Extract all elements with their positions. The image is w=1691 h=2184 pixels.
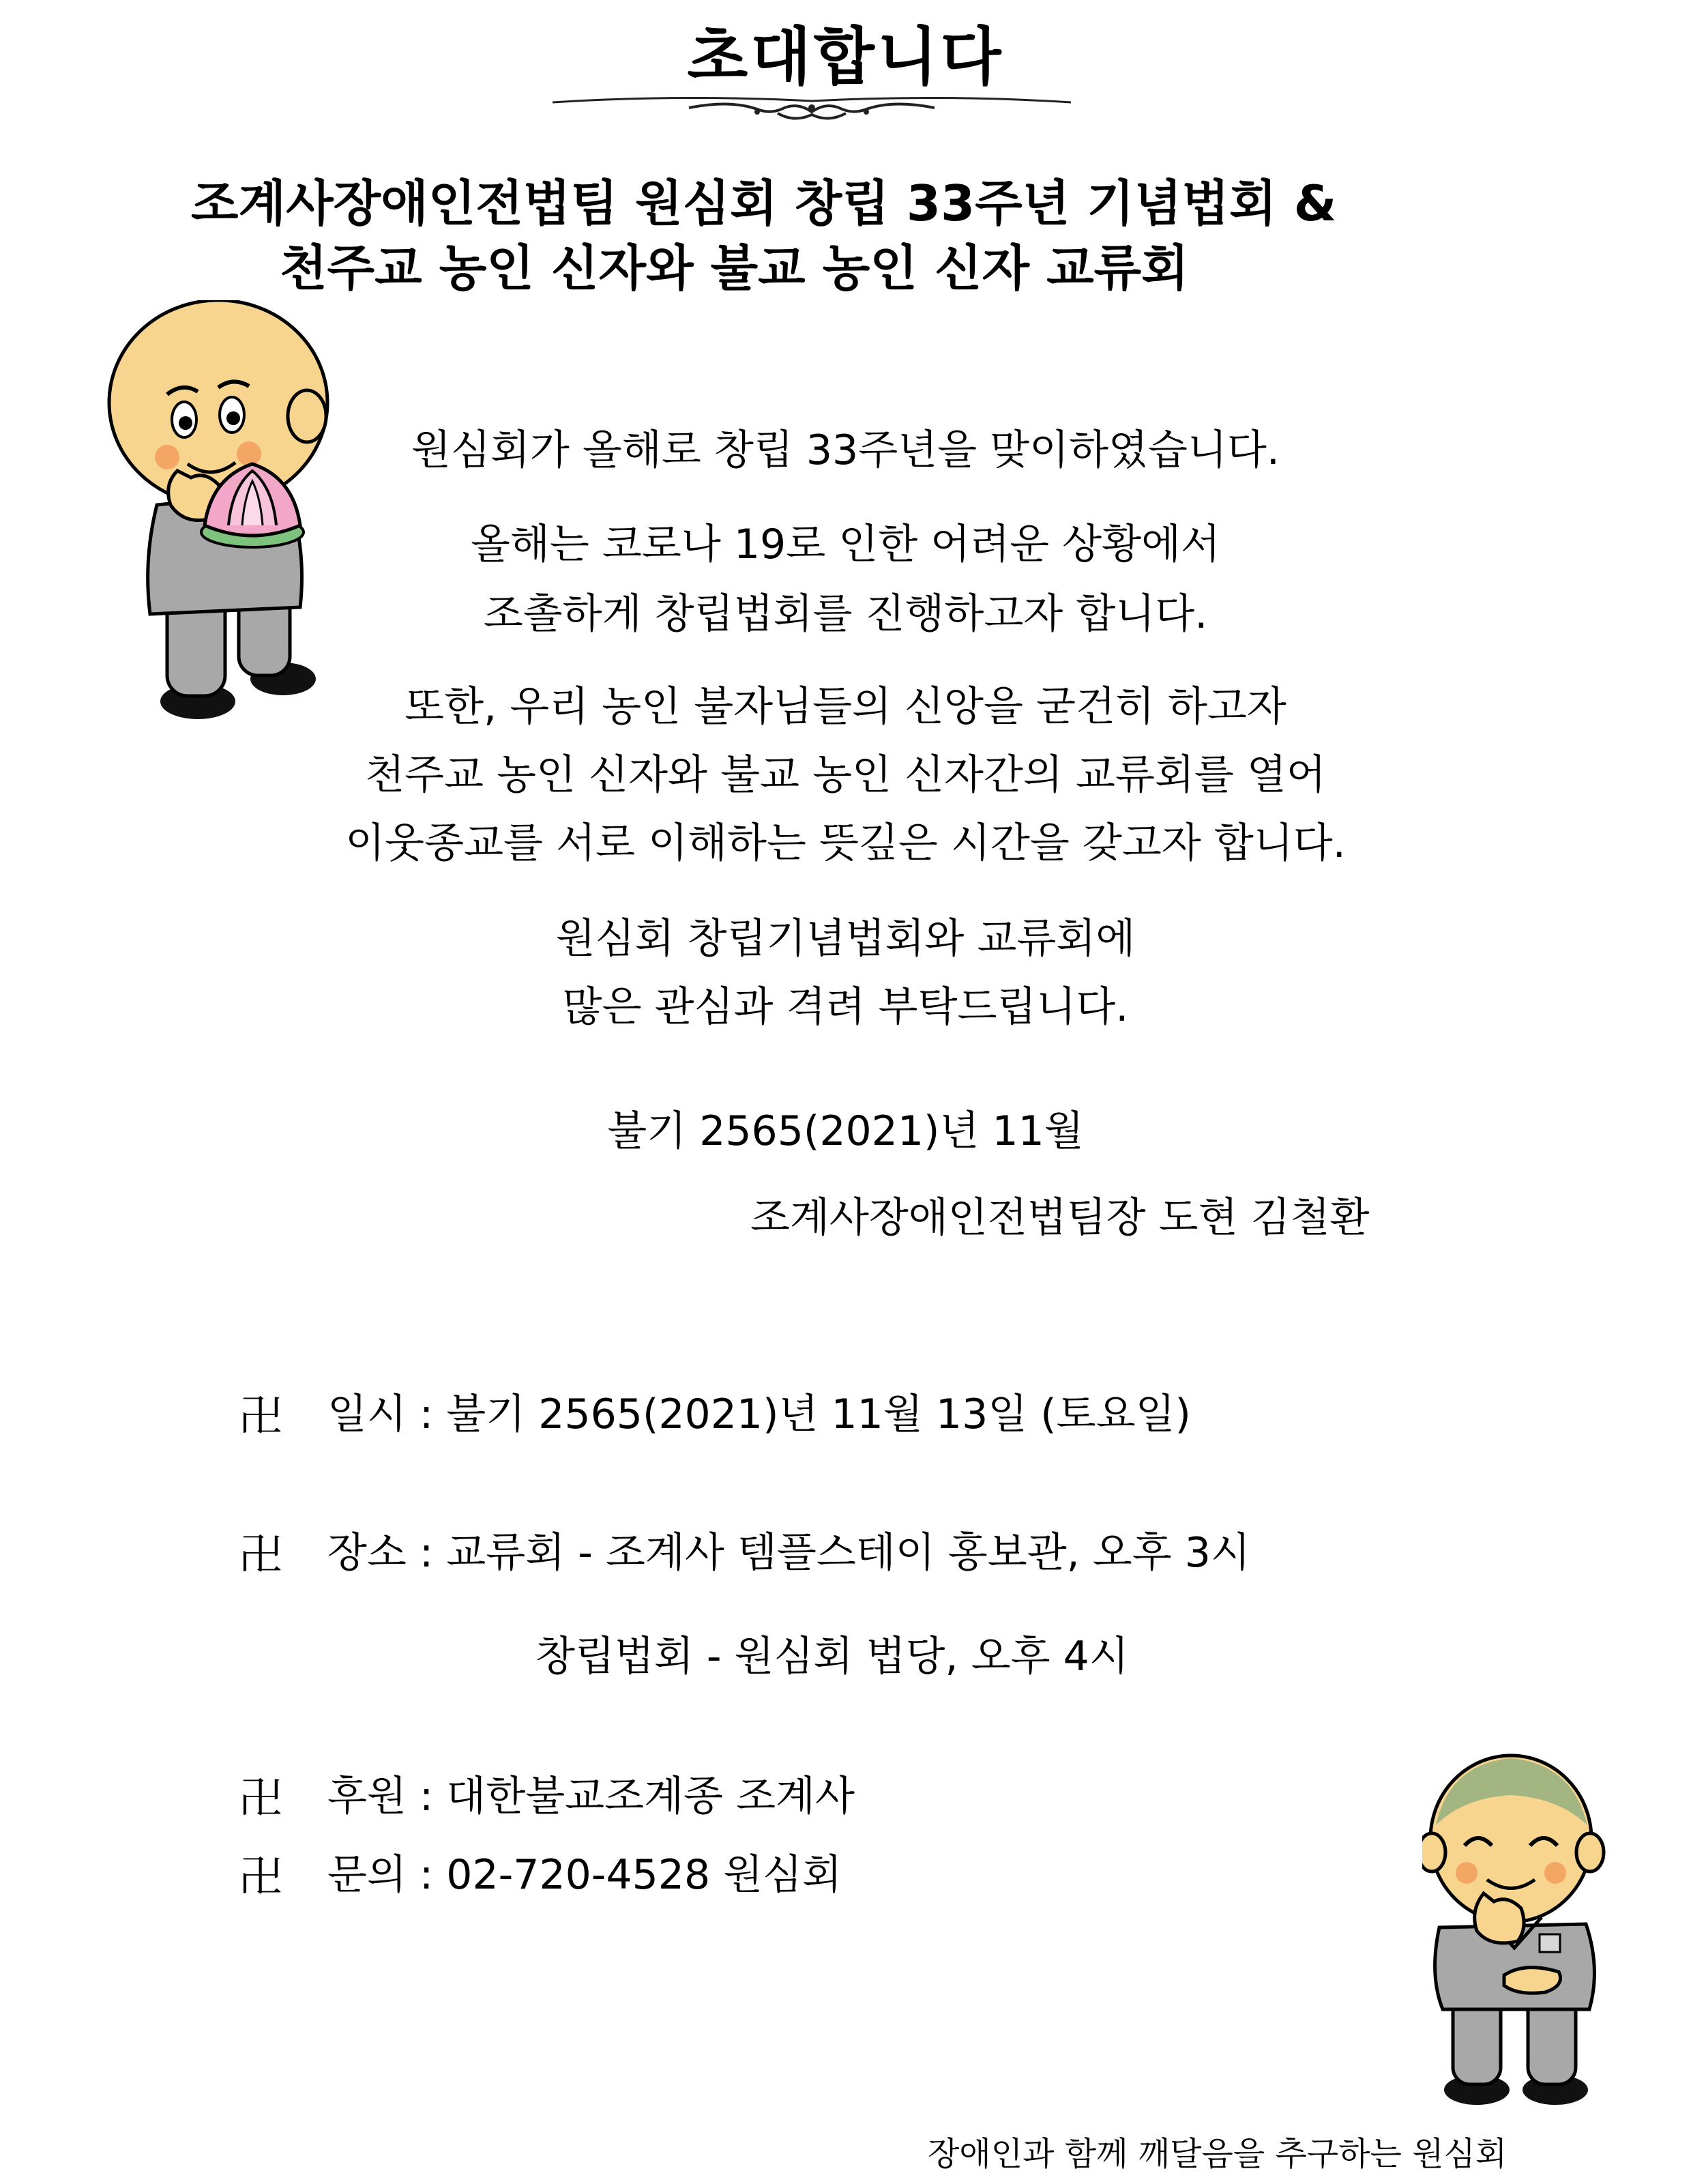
message-paragraph-2-line1: 올해는 코로나 19로 인한 어려운 상황에서 bbox=[470, 521, 1221, 568]
message-paragraph-3-line1: 또한, 우리 농인 불자님들의 신앙을 굳건히 하고자 bbox=[405, 683, 1286, 731]
detail-date: 일시 : 불기 2565(2021)년 11월 13일 (토요일) bbox=[327, 1391, 1191, 1438]
detail-place: 장소 : 교류회 - 조계사 템플스테이 홍보관, 오후 3시 bbox=[327, 1529, 1250, 1577]
bullet-mark: 卍 bbox=[239, 1392, 282, 1442]
smiling-monk-illustration bbox=[1422, 1750, 1606, 2112]
message-paragraph-3-line3: 이웃종교를 서로 이해하는 뜻깊은 시간을 갖고자 합니다. bbox=[345, 819, 1346, 867]
event-title-line2: 천주교 농인 신자와 불교 농인 신자 교류회 bbox=[280, 239, 1189, 297]
ornament-divider bbox=[553, 87, 1071, 128]
signature-sender: 조계사장애인전법팀장 도현 김철환 bbox=[750, 1194, 1370, 1242]
message-paragraph-4-line1: 원심회 창립기념법회와 교류회에 bbox=[555, 915, 1136, 963]
message-paragraph-2-line2: 조촐하게 창립법회를 진행하고자 합니다. bbox=[483, 590, 1208, 638]
bullet-mark: 卍 bbox=[239, 1774, 282, 1824]
event-title-line1: 조계사장애인전법팀 원심회 창립 33주년 기념법회 & bbox=[191, 175, 1337, 232]
bullet-mark: 卍 bbox=[239, 1852, 282, 1903]
message-paragraph-4-line2: 많은 관심과 격려 부탁드립니다. bbox=[562, 983, 1129, 1031]
page-title: 초대합니다 bbox=[687, 20, 1004, 93]
bullet-mark: 卍 bbox=[239, 1530, 282, 1581]
message-paragraph-3-line2: 천주교 농인 신자와 불교 농인 신자간의 교류회를 열어 bbox=[365, 751, 1326, 799]
signature-date: 불기 2565(2021)년 11월 bbox=[607, 1107, 1084, 1155]
message-paragraph-1: 원심회가 올해로 창립 33주년을 맞이하였습니다. bbox=[411, 426, 1280, 474]
detail-contact: 문의 : 02-720-4528 원심회 bbox=[327, 1851, 842, 1899]
detail-sponsor: 후원 : 대한불교조계종 조계사 bbox=[327, 1773, 855, 1820]
footer-slogan: 장애인과 함께 깨달음을 추구하는 원심회 bbox=[928, 2135, 1508, 2173]
detail-place-line2: 창립법회 - 원심회 법당, 오후 4시 bbox=[535, 1633, 1129, 1680]
